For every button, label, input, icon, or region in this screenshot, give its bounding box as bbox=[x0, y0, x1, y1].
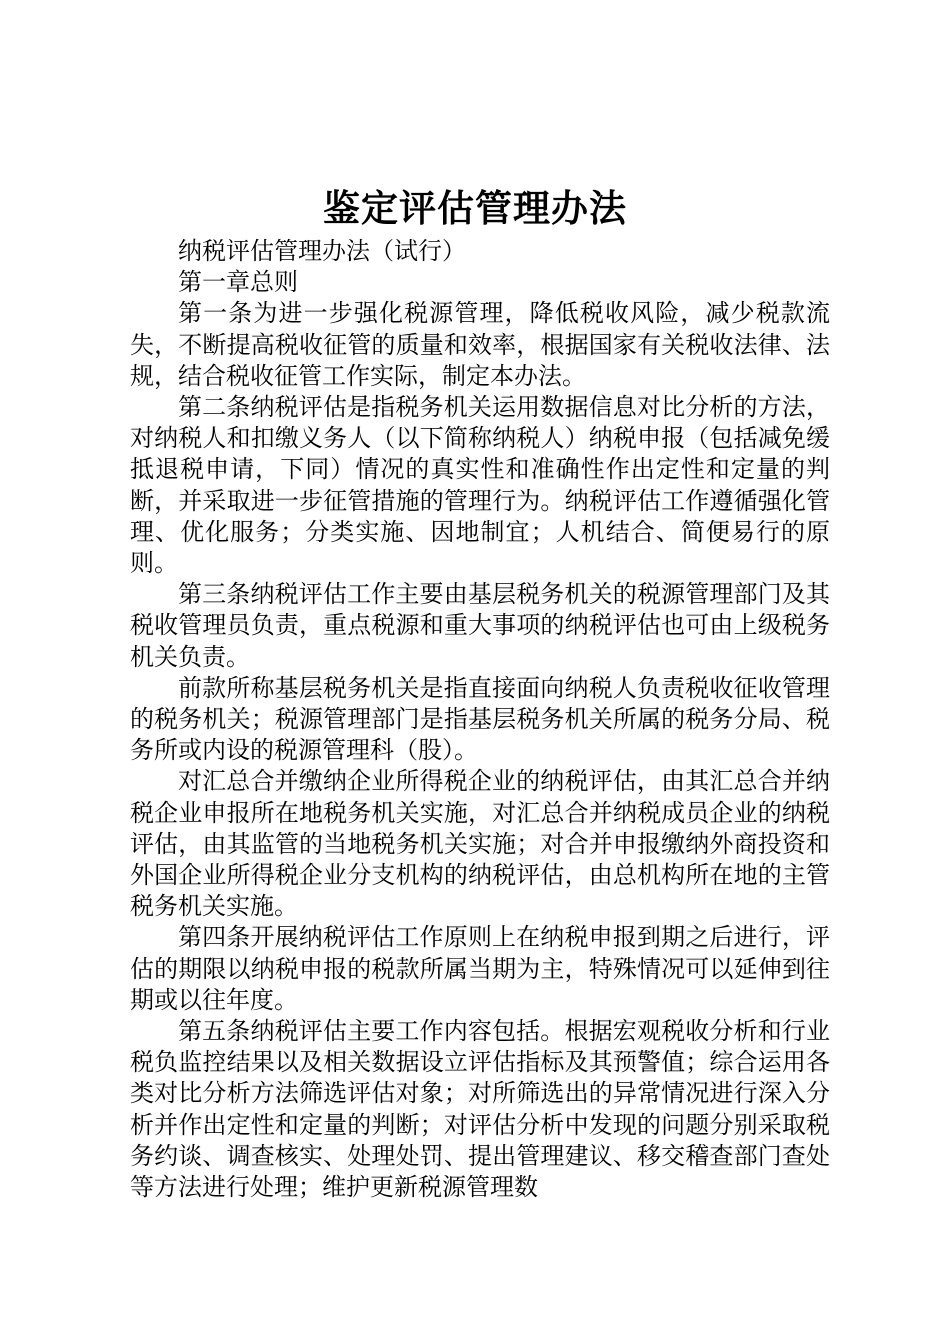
paragraph-article-3-consolidated: 对汇总合并缴纳企业所得税企业的纳税评估，由其汇总合并纳税企业申报所在地税务机关实施，对汇总合并纳税成员企业的纳税评估，由其监管的当地税务机关实施；对合并申报缴纳外商投资和外国企业所得税企业分支机构的纳税评估，由总机构所在地的主管税务机关实施。 bbox=[130, 767, 830, 921]
paragraph-article-5: 第五条纳税评估主要工作内容包括。根据宏观税收分析和行业税负监控结果以及相关数据设立评估指标及其预警值；综合运用各类对比分析方法筛选评估对象；对所筛选出的异常情况进行深入分析并作出定性和定量的判断；对评估分析中发现的问题分别采取税务约谈、调查核实、处理处罚、提出管理建议、移交稽查部门查处等方法进行处理；维护更新税源管理数 bbox=[130, 1017, 830, 1202]
paragraph-article-1: 第一条为进一步强化税源管理，降低税收风险，减少税款流失，不断提高税收征管的质量和效率，根据国家有关税收法律、法规，结合税收征管工作实际，制定本办法。 bbox=[130, 299, 830, 390]
paragraph-article-3-definition: 前款所称基层税务机关是指直接面向纳税人负责税收征收管理的税务机关；税源管理部门是指基层税务机关所属的税务分局、税务所或内设的税源管理科（股）。 bbox=[130, 673, 830, 765]
paragraph-chapter-heading: 第一章总则 bbox=[178, 268, 298, 297]
paragraph-article-2: 第二条纳税评估是指税务机关运用数据信息对比分析的方法，对纳税人和扣缴义务人（以下简称纳税人）纳税申报（包括减免缓抵退税申请，下同）情况的真实性和准确性作出定性和定量的判断，并采取进一步征管措施的管理行为。纳税评估工作遵循强化管理、优化服务；分类实施、因地制宜；人机结合、简便易行的原则。 bbox=[130, 393, 830, 578]
document-title: 鉴定评估管理办法 bbox=[323, 186, 627, 230]
paragraph-article-3: 第三条纳税评估工作主要由基层税务机关的税源管理部门及其税收管理员负责，重点税源和重大事项的纳税评估也可由上级税务机关负责。 bbox=[130, 580, 830, 671]
paragraph-subtitle: 纳税评估管理办法（试行） bbox=[178, 237, 466, 265]
document-body bbox=[130, 236, 830, 1203]
paragraph-article-4: 第四条开展纳税评估工作原则上在纳税申报到期之后进行，评估的期限以纳税申报的税款所属当期为主，特殊情况可以延伸到往期或以往年度。 bbox=[130, 923, 830, 1014]
